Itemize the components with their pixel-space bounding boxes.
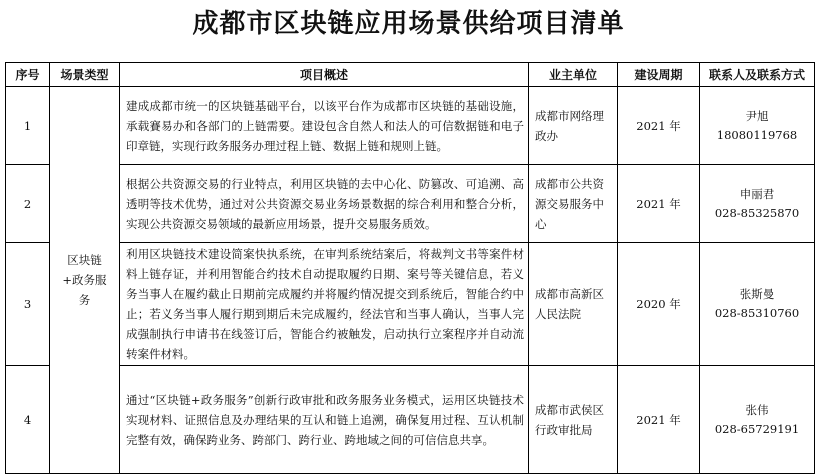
row-period: 2021 年	[618, 366, 700, 474]
table-row	[6, 366, 815, 474]
header-period: 建设周期	[618, 63, 700, 87]
project-table	[5, 62, 815, 474]
row-period: 2021 年	[618, 87, 700, 165]
contact-phone: 028-85325870	[714, 205, 800, 220]
row-owner-unit: 成都市高新区人民法院	[529, 243, 618, 366]
row-seq: 2	[6, 165, 50, 243]
row-contact	[700, 165, 815, 243]
header-contact: 联系人及联系方式	[700, 63, 815, 87]
row-contact	[700, 366, 815, 474]
header-description: 项目概述	[120, 63, 529, 87]
row-seq: 3	[6, 243, 50, 366]
row-owner-unit: 成都市网络理政办	[529, 87, 618, 165]
row-contact	[700, 87, 815, 165]
table-row	[6, 243, 815, 366]
row-owner-unit: 成都市武侯区行政审批局	[529, 366, 618, 474]
row-owner-unit: 成都市公共资源交易服务中心	[529, 165, 618, 243]
page-title: 成都市区块链应用场景供给项目清单	[192, 9, 625, 39]
contact-name: 张伟	[745, 402, 769, 417]
contact-name: 张斯曼	[739, 287, 775, 301]
row-description: 建成成都市统一的区块链基础平台，以该平台作为成都市区块链的基础设施，承载賽易办和各部门的上链需要。建设包含自然人和法人的可信数据链和电子印章链，实现行政务服务办理过程上链、数据上链和规则上链。	[120, 87, 529, 165]
row-period: 2020 年	[618, 243, 700, 366]
contact-phone: 028-85310760	[714, 306, 800, 320]
row-period: 2021 年	[618, 165, 700, 243]
scene-type-label: 区块链+政务服务	[62, 253, 107, 307]
row-description: 利用区块链技术建设简案快执系统，在审判系统结案后，将裁判文书等案件材料上链存证，并利用智能合约技术自动提取履约日期、案号等关键信息，若义务当事人在履约截止日期前完成履约并将履约情况提交到系统后，智能合约中止；若义务当事人履行期到期后未完成履约，经法官和当事人确认，当事人完成强制执行申请书在线签订后，智能合约被触发，启动执行立案程序并自动流转案件材料。	[120, 243, 529, 366]
contact-phone: 028-65729191	[714, 421, 800, 436]
contact-name: 尹旭	[745, 108, 769, 123]
table-row	[6, 87, 815, 165]
header-seq: 序号	[6, 63, 50, 87]
row-contact	[700, 243, 815, 366]
scene-type-cell	[50, 87, 120, 474]
contact-name: 申丽君	[739, 186, 775, 201]
table-header-row	[6, 63, 815, 87]
header-owner-unit: 业主单位	[529, 63, 618, 87]
row-description: 根据公共资源交易的行业特点，利用区块链的去中心化、防篡改、可追溯、高透明等技术优势，通过对公共资源交易业务场景数据的综合利用和整合分析，实现公共资源交易领域的最新应用场景，提升交易服务质效。	[120, 165, 529, 243]
row-description: 通过“区块链+政务服务”创新行政审批和政务服务业务模式，运用区块链技术实现材料、证照信息及办理结果的互认和链上追溯，确保复用过程、互认机制完整有效，确保跨业务、跨部门、跨行业、跨地域之间的可信信息共享。	[120, 366, 529, 474]
row-seq: 4	[6, 366, 50, 474]
table-row	[6, 165, 815, 243]
row-seq: 1	[6, 87, 50, 165]
contact-phone: 18080119768	[716, 127, 798, 142]
header-scene-type: 场景类型	[50, 63, 120, 87]
